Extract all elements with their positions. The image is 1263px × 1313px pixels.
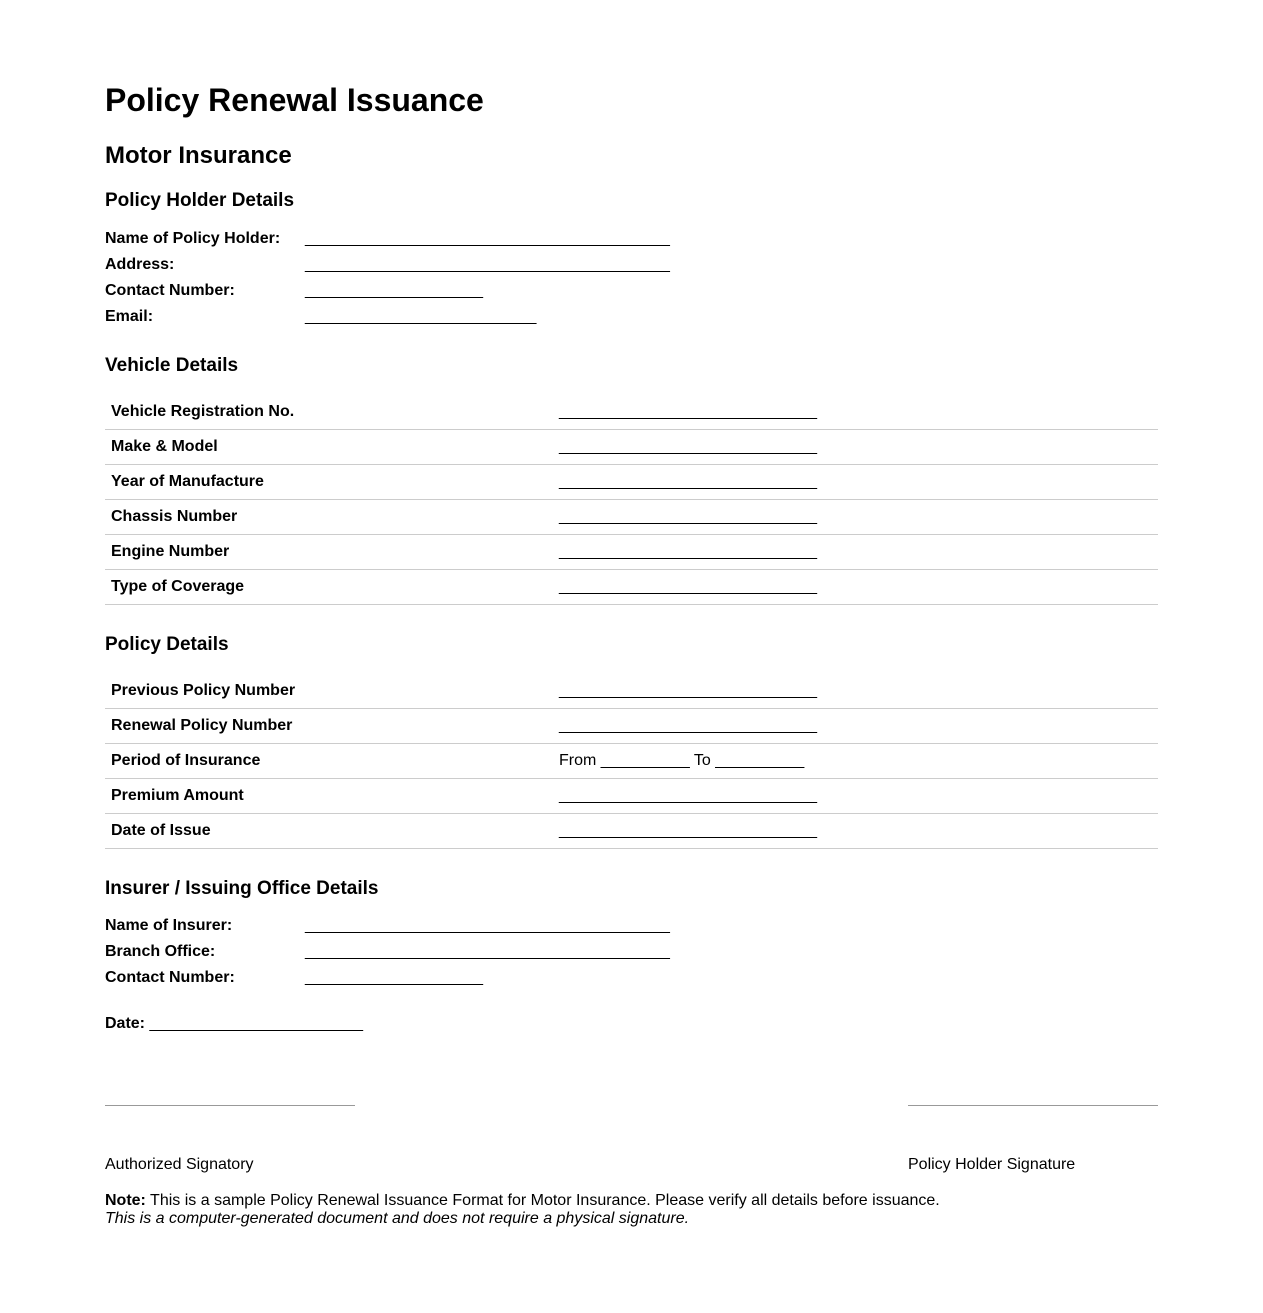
fill-blank[interactable]: _________________________________________ bbox=[305, 230, 670, 247]
page-title: Policy Renewal Issuance bbox=[105, 82, 484, 118]
signature-caption: Authorized Signatory bbox=[105, 1156, 254, 1173]
date-label: Date: bbox=[105, 1015, 146, 1032]
row-value[interactable]: _____________________________ bbox=[553, 674, 1158, 709]
fill-blank[interactable]: _________________________________________ bbox=[305, 256, 670, 273]
row-label: Make & Model bbox=[105, 430, 553, 465]
signature-line[interactable] bbox=[105, 1105, 355, 1106]
row-label: Previous Policy Number bbox=[105, 674, 553, 709]
row-value[interactable]: _____________________________ bbox=[553, 709, 1158, 744]
table-row bbox=[105, 744, 1158, 779]
policy-holder-heading: Policy Holder Details bbox=[105, 190, 295, 211]
field-label: Branch Office: bbox=[105, 943, 216, 960]
table-row bbox=[105, 465, 1158, 500]
signature-caption: Policy Holder Signature bbox=[908, 1156, 1076, 1173]
table-row bbox=[105, 430, 1158, 465]
row-label: Date of Issue bbox=[105, 814, 553, 849]
table-row bbox=[105, 500, 1158, 535]
field-label: Name of Policy Holder: bbox=[105, 230, 281, 247]
fill-blank[interactable]: ____________________ bbox=[305, 282, 483, 299]
row-value[interactable]: _____________________________ bbox=[553, 395, 1158, 430]
policy-details-heading: Policy Details bbox=[105, 634, 229, 655]
vehicle-details-table bbox=[105, 395, 1158, 605]
row-label: Chassis Number bbox=[105, 500, 553, 535]
row-value[interactable]: _____________________________ bbox=[553, 570, 1158, 605]
date-field bbox=[105, 1015, 363, 1033]
row-label: Renewal Policy Number bbox=[105, 709, 553, 744]
fill-blank[interactable]: _________________________________________ bbox=[305, 943, 670, 960]
footer-note bbox=[105, 1192, 940, 1228]
row-label: Vehicle Registration No. bbox=[105, 395, 553, 430]
fill-blank[interactable]: _________________________________________ bbox=[305, 917, 670, 934]
field-label: Address: bbox=[105, 256, 175, 273]
row-label: Type of Coverage bbox=[105, 570, 553, 605]
policy-details-table bbox=[105, 674, 1158, 849]
row-value[interactable]: _____________________________ bbox=[553, 814, 1158, 849]
row-value[interactable]: _____________________________ bbox=[553, 465, 1158, 500]
table-row bbox=[105, 814, 1158, 849]
authorized-signatory-block bbox=[105, 1105, 355, 1174]
row-label: Period of Insurance bbox=[105, 744, 553, 779]
field-label: Contact Number: bbox=[105, 282, 235, 299]
table-row bbox=[105, 779, 1158, 814]
row-value[interactable]: _____________________________ bbox=[553, 779, 1158, 814]
row-value[interactable]: _____________________________ bbox=[553, 430, 1158, 465]
field-label: Email: bbox=[105, 308, 154, 325]
document-subtitle: Motor Insurance bbox=[105, 142, 292, 169]
date-blank[interactable]: ________________________ bbox=[149, 1015, 364, 1032]
row-label: Year of Manufacture bbox=[105, 465, 553, 500]
signature-line[interactable] bbox=[908, 1105, 1158, 1106]
note-prefix: Note: bbox=[105, 1192, 146, 1209]
table-row bbox=[105, 535, 1158, 570]
fill-blank[interactable]: __________________________ bbox=[305, 308, 537, 325]
table-row bbox=[105, 395, 1158, 430]
row-value[interactable]: From __________ To __________ bbox=[553, 744, 1158, 779]
row-value[interactable]: _____________________________ bbox=[553, 535, 1158, 570]
disclaimer-text: This is a computer-generated document and does not require a physical signature. bbox=[105, 1210, 690, 1227]
insurer-details-heading: Insurer / Issuing Office Details bbox=[105, 878, 379, 899]
row-value[interactable]: _____________________________ bbox=[553, 500, 1158, 535]
table-row bbox=[105, 709, 1158, 744]
policy-holder-signature-block bbox=[908, 1105, 1158, 1174]
row-label: Premium Amount bbox=[105, 779, 553, 814]
row-label: Engine Number bbox=[105, 535, 553, 570]
vehicle-details-heading: Vehicle Details bbox=[105, 355, 239, 376]
field-label: Contact Number: bbox=[105, 969, 235, 986]
field-label: Name of Insurer: bbox=[105, 917, 233, 934]
note-text: This is a sample Policy Renewal Issuance Format for Motor Insurance. Please verify all details before issuance. bbox=[145, 1192, 940, 1209]
table-row bbox=[105, 674, 1158, 709]
table-row bbox=[105, 570, 1158, 605]
fill-blank[interactable]: ____________________ bbox=[305, 969, 483, 986]
